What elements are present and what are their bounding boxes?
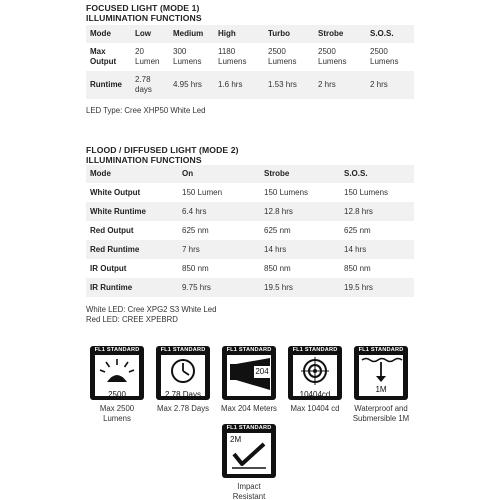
badge-caption: Impact Resistant <box>232 482 266 500</box>
mode1-cell: 4.95 hrs <box>169 71 214 99</box>
mode1-header-row <box>86 25 414 43</box>
mode1-header-medium: Medium <box>169 25 214 43</box>
impact-icon <box>222 424 276 478</box>
mode2-table <box>86 165 414 297</box>
mode1-header-strobe: Strobe <box>314 25 366 43</box>
fl1-standard-label: FL1 STANDARD <box>160 347 206 353</box>
mode1-title-line1: FOCUSED LIGHT (MODE 1) <box>86 3 200 13</box>
mode1-title-line2: ILLUMINATION FUNCTIONS <box>86 13 202 23</box>
mode1-header-high: High <box>214 25 264 43</box>
badge-value: 2M <box>230 435 242 444</box>
mode1-header-turbo: Turbo <box>264 25 314 43</box>
fl1-standard-label: FL1 STANDARD <box>292 347 338 353</box>
mode2-title-line2: ILLUMINATION FUNCTIONS <box>86 155 202 165</box>
mode2-header-strobe: Strobe <box>260 165 340 183</box>
mode2-row-white-runtime: White Runtime 6.4 hrs 12.8 hrs 12.8 hrs <box>86 202 414 221</box>
mode1-cell: 1180 Lumens <box>218 47 247 66</box>
mode2-title-line1: FLOOD / DIFFUSED LIGHT (MODE 2) <box>86 145 239 155</box>
mode1-led-note: LED Type: Cree XHP50 White Led <box>86 106 206 115</box>
badge-value: 10404cd <box>299 390 331 399</box>
mode2-white-led-note: White LED: Cree XPG2 S3 White Led <box>86 305 217 314</box>
mode2-row-ir-output: IR Output 850 nm 850 nm 850 nm <box>90 263 371 273</box>
mode2-header-sos: S.O.S. <box>340 165 414 183</box>
mode2-title <box>86 145 239 165</box>
mode2-header-row <box>86 165 414 183</box>
badge-waterproof <box>354 346 408 424</box>
mode1-cell: 2500 Lumens <box>370 47 399 66</box>
mode1-cell: 2.78 days <box>131 71 169 99</box>
mode1-row-runtime <box>86 71 414 99</box>
badge-value: 204 <box>255 367 269 376</box>
badge-beam-distance <box>222 346 276 414</box>
mode1-cell: 1.53 hrs <box>264 71 314 99</box>
mode2-row-red-output: Red Output 625 nm 625 nm 625 nm <box>90 225 371 235</box>
mode2-row-white-output: White Output 150 Lumen 150 Lumens 150 Lumens <box>90 187 389 197</box>
mode1-header-low: Low <box>131 25 169 43</box>
badge-value: 2.78 Days <box>164 390 202 399</box>
mode2-red-led-note: Red LED: CREE XPEBRD <box>86 315 178 324</box>
mode1-cell: 1.6 hrs <box>214 71 264 99</box>
badge-light-output <box>90 346 144 424</box>
badge-caption: Max 10404 cd <box>290 404 340 413</box>
badge-intensity <box>288 346 342 414</box>
badge-value: 1M <box>375 385 387 394</box>
mode1-cell: 2500 Lumens <box>318 47 347 66</box>
badge-caption: Max 2.78 Days <box>156 404 209 413</box>
fl1-standard-label: FL1 STANDARD <box>358 347 404 353</box>
mode2-row-ir-runtime: IR Runtime 9.75 hrs 19.5 hrs 19.5 hrs <box>86 278 414 297</box>
mode1-table <box>86 25 414 99</box>
badge-caption: Max 204 Meters <box>221 404 277 413</box>
mode1-header-mode: Mode <box>86 25 131 43</box>
mode1-row-label: Max Output <box>90 47 117 66</box>
badge-caption: Max 2500 Lumens <box>99 404 135 423</box>
badge-impact <box>222 424 276 500</box>
mode1-cell: 2 hrs <box>366 71 414 99</box>
mode1-row-label: Runtime <box>86 71 131 99</box>
fl1-standard-label: FL1 STANDARD <box>226 347 272 353</box>
mode1-cell: 300 Lumens <box>173 47 202 66</box>
badge-caption: Waterproof and Submersible 1M <box>352 404 410 423</box>
badge-runtime <box>156 346 210 414</box>
fl1-standard-label: FL1 STANDARD <box>94 347 140 353</box>
fl1-standard-label: FL1 STANDARD <box>226 425 272 431</box>
mode1-cell: 2 hrs <box>314 71 366 99</box>
mode1-cell: 20 Lumen <box>135 47 160 66</box>
mode2-header-on: On <box>178 165 260 183</box>
mode1-cell: 2500 Lumens <box>268 47 297 66</box>
mode1-title <box>86 3 202 23</box>
badge-value: 2500 <box>108 390 126 399</box>
mode2-row-red-runtime: Red Runtime 7 hrs 14 hrs 14 hrs <box>86 240 414 259</box>
mode1-header-sos: S.O.S. <box>366 25 414 43</box>
mode1-row-max-output <box>86 43 414 71</box>
mode2-header-mode: Mode <box>86 165 178 183</box>
